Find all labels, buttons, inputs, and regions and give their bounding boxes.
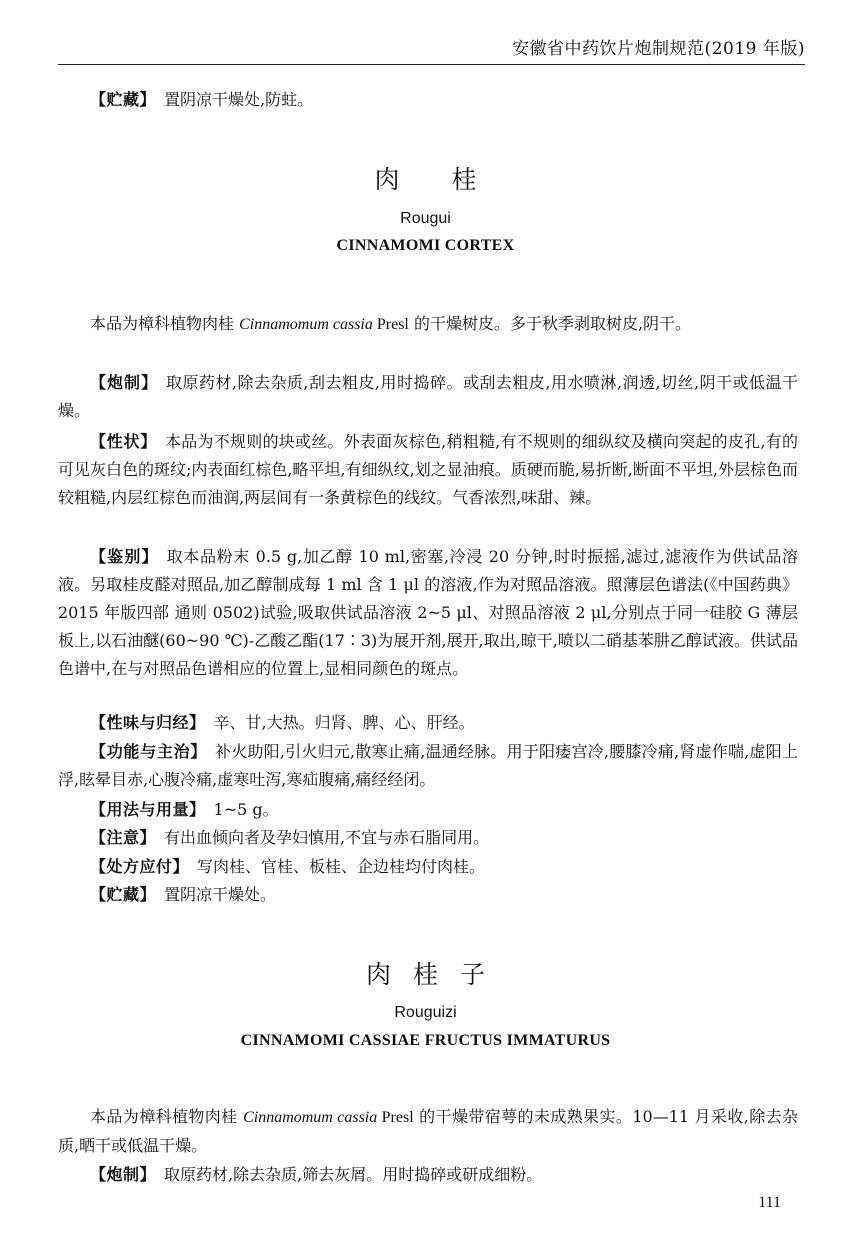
running-header: 安徽省中药饮片炮制规范(2019 年版) (512, 39, 805, 59)
rouguizi-processing-label: 【炮制】 (90, 1165, 157, 1184)
rouguizi-intro-paragraph (58, 1103, 798, 1160)
rouguizi-processing-paragraph (58, 1161, 798, 1189)
rouguizi-processing-text: 取原药材,除去杂质,筛去灰屑。用时捣碎或研成细粉。 (164, 1165, 543, 1184)
rougui-nature-label: 【性味与归经】 (90, 713, 206, 732)
rougui-function-label: 【功能与主治】 (90, 742, 208, 761)
rougui-nature-text: 辛、甘,大热。归肾、脾、心、肝经。 (213, 713, 475, 732)
rougui-intro-pre: 本品为樟科植物肉桂 (90, 314, 240, 333)
rouguizi-title (0, 955, 851, 991)
rougui-intro-species: Cinnamomum cassia (239, 316, 373, 333)
rouguizi-intro-species: Cinnamomum cassia (243, 1109, 378, 1126)
rouguizi-pinyin: Rouguizi (394, 1004, 457, 1021)
rougui-function-text: 补火助阳,引火归元,散寒止痛,温通经脉。用于阳痿宫冷,腰膝冷痛,肾虚作喘,虚阳上浮,眩晕目赤,心腹冷痛,虚寒吐泻,寒疝腹痛,痛经经闭。 (58, 742, 798, 789)
rougui-title-char: 肉 (374, 165, 400, 194)
rouguizi-intro-author: Presl (377, 1109, 414, 1126)
rougui-identification-text: 取本品粉末 0.5 g,加乙醇 10 ml,密塞,冷浸 20 分钟,时时振摇,滤过,滤液作为供试品溶液。另取桂皮醛对照品,加乙醇制成每 1 ml 含 1 μl 的溶液,作为对照品溶液。照薄层色谱法(《中国药典》2015 年版四部 通则 0502)试验,吸取供试品溶液 2~5 μl、对照品溶液 2 μl,分别点于同一硅胶 G 薄层板上,以石油醚(60~90 ℃)-乙酸乙酯(17∶3)为展开剂,展开,取出,晾干,喷以二硝基苯肼乙醇试液。供试品色谱中,在与对照品色谱相应的位置上,显相同颜色的斑点。 (58, 547, 798, 678)
prev-storage-label: 【贮藏】 (90, 90, 157, 109)
rougui-intro-post: 的干燥树皮。多于秋季剥取树皮,阴干。 (408, 314, 692, 333)
rougui-character-text: 本品为不规则的块或丝。外表面灰棕色,稍粗糙,有不规则的细纵纹及横向突起的皮孔,有的可见灰白色的斑纹;内表面红棕色,略平坦,有细纵纹,划之显油痕。质硬而脆,易折断,断面不平坦,外层棕色而较粗糙,内层红棕色而油润,两层间有一条黄棕色的线纹。气香浓烈,味甜、辣。 (58, 432, 798, 507)
rouguizi-intro-pre: 本品为樟科植物肉桂 (90, 1107, 244, 1126)
page-number: 111 (758, 1194, 781, 1211)
rougui-identification-label: 【鉴别】 (90, 547, 159, 566)
rougui-storage-text: 置阴凉干燥处。 (164, 885, 277, 904)
rouguizi-title-char: 子 (460, 960, 486, 989)
rouguizi-title-char: 桂 (412, 960, 438, 989)
rougui-caution-label: 【注意】 (90, 828, 157, 847)
rougui-pinyin: Rougui (400, 210, 451, 227)
rougui-title (0, 160, 851, 196)
rougui-storage-label: 【贮藏】 (90, 885, 157, 904)
rougui-intro-author: Presl (372, 316, 409, 333)
rougui-processing-paragraph (58, 369, 798, 425)
rougui-usage-label: 【用法与用量】 (90, 800, 206, 819)
rougui-prescription-label: 【处方应付】 (90, 857, 190, 876)
rougui-intro-paragraph (58, 310, 798, 339)
rougui-identification-paragraph (58, 543, 798, 683)
header-rule (58, 64, 805, 65)
rougui-title-char: 桂 (451, 165, 477, 194)
rouguizi-intro-post: 的干燥带宿萼的未成熟果实。10—11 月采收,除去杂质,晒干或低温干燥。 (58, 1107, 799, 1155)
rouguizi-latin-name: CINNAMOMI CASSIAE FRUCTUS IMMATURUS (240, 1032, 611, 1049)
rougui-latin-name: CINNAMOMI CORTEX (336, 237, 515, 254)
rougui-prescription-paragraph (58, 853, 798, 881)
rougui-caution-text: 有出血倾向者及孕妇慎用,不宜与赤石脂同用。 (164, 828, 490, 847)
rougui-function-paragraph (58, 738, 798, 794)
rougui-storage-paragraph (58, 881, 798, 909)
rouguizi-title-char: 肉 (365, 960, 391, 989)
rougui-processing-text: 取原药材,除去杂质,刮去粗皮,用时捣碎。或刮去粗皮,用水喷淋,润透,切丝,阴干或低温干燥。 (58, 373, 798, 420)
rougui-character-label: 【性状】 (90, 432, 157, 451)
rougui-prescription-text: 写肉桂、官桂、板桂、企边桂均付肉桂。 (197, 857, 486, 876)
prev-storage-paragraph (58, 86, 798, 114)
rougui-processing-label: 【炮制】 (90, 373, 158, 392)
rougui-nature-paragraph (58, 709, 798, 737)
rougui-character-paragraph (58, 428, 798, 512)
rougui-caution-paragraph (58, 824, 798, 852)
prev-storage-text: 置阴凉干燥处,防蛀。 (164, 90, 314, 109)
rougui-usage-text: 1~5 g。 (213, 800, 279, 819)
rougui-usage-paragraph (58, 796, 798, 824)
